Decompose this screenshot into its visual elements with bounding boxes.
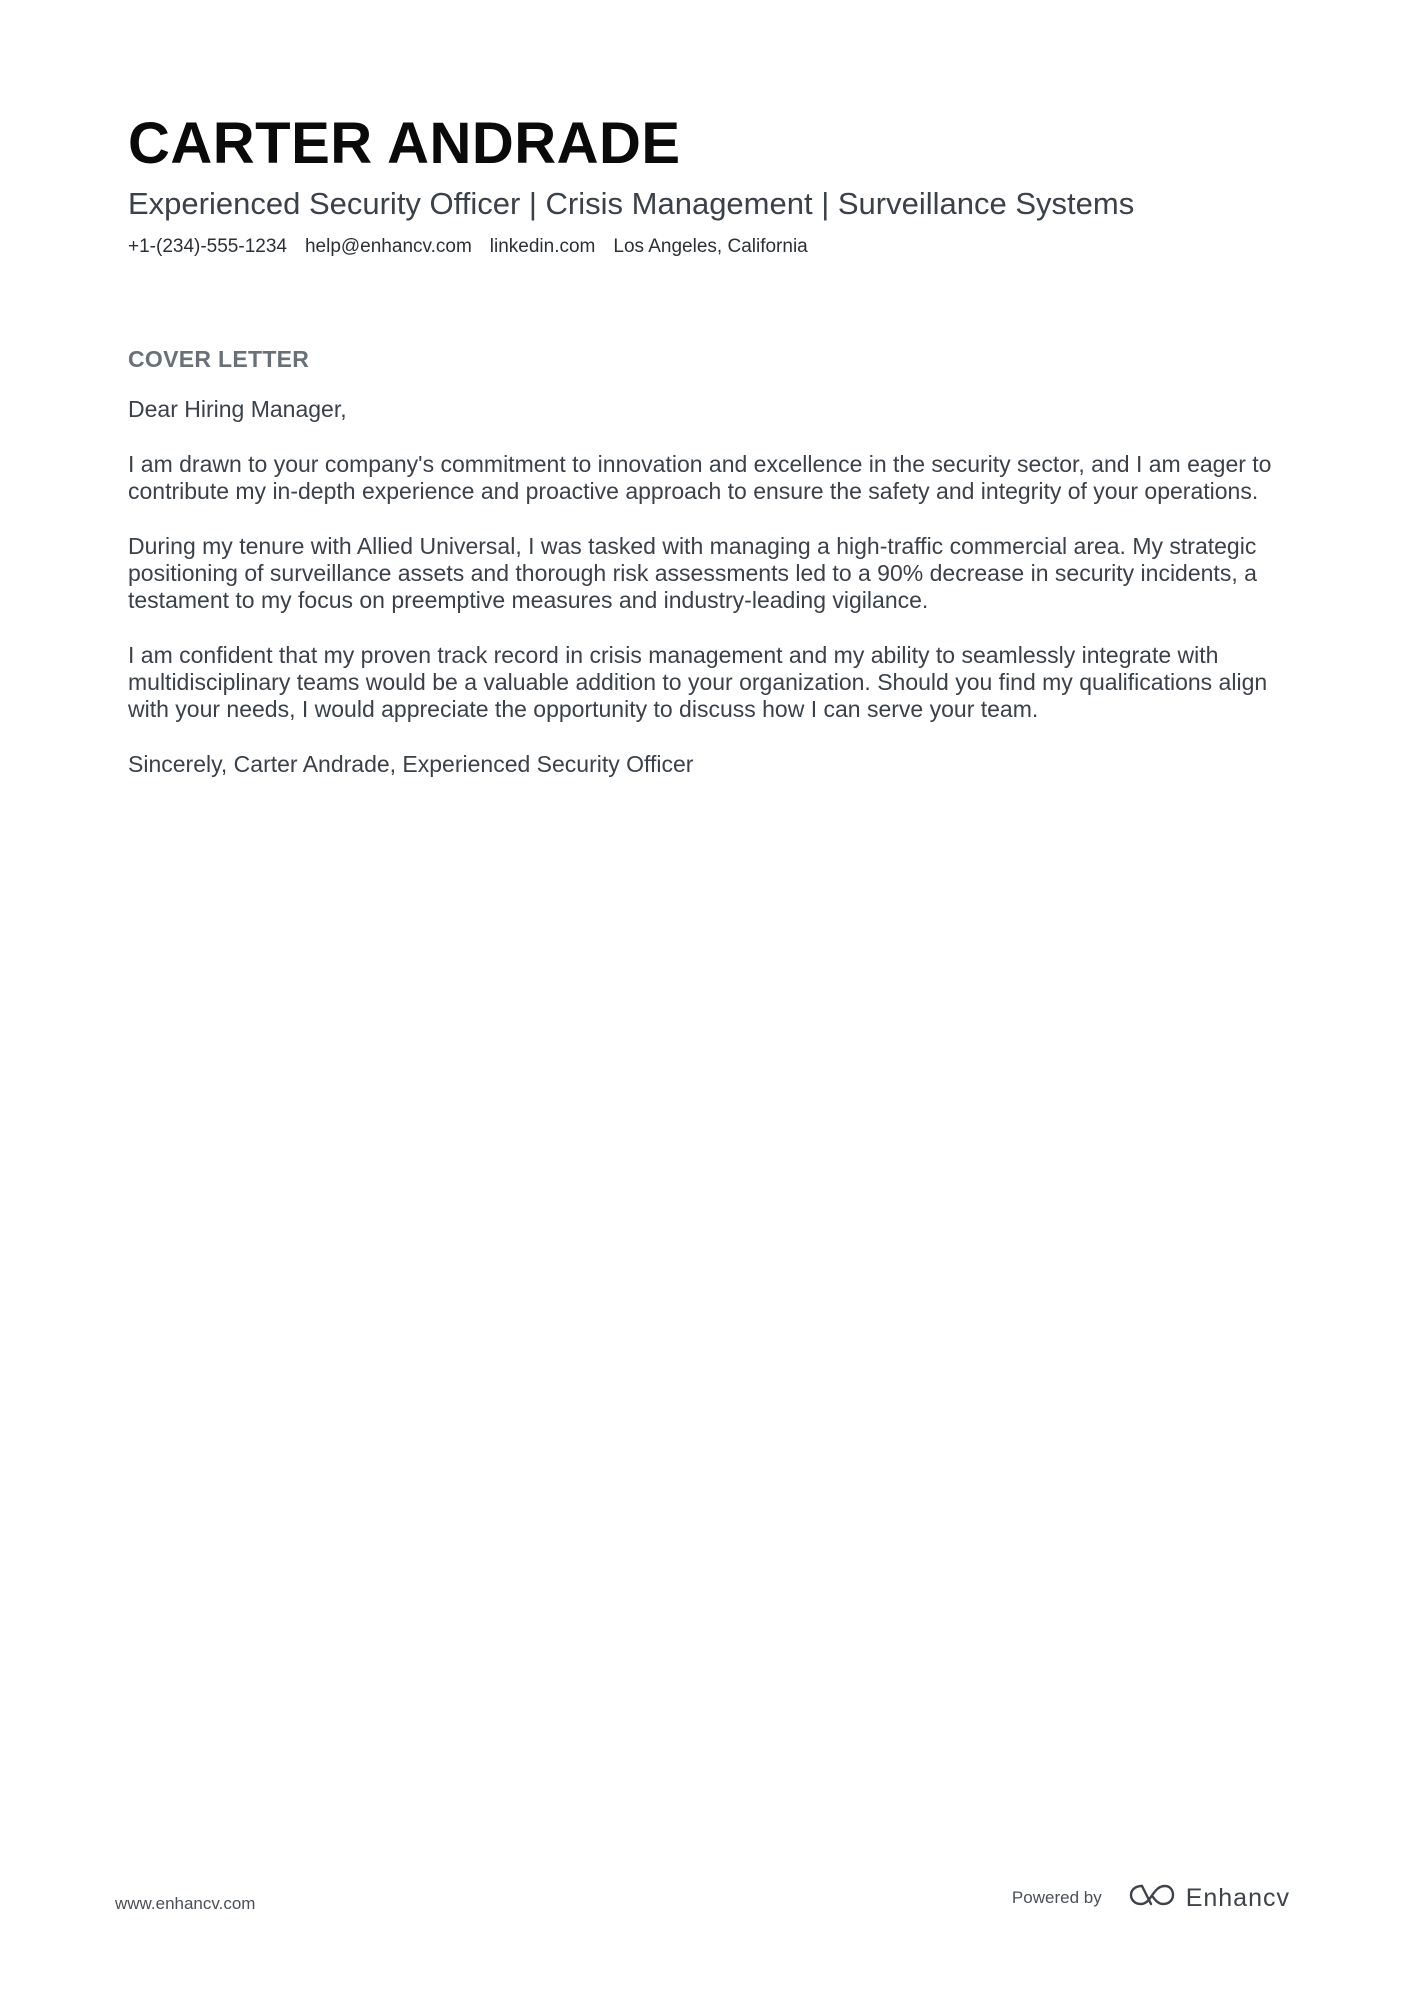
location: Los Angeles, California xyxy=(613,236,808,257)
footer-branding xyxy=(1012,1882,1290,1913)
brand-name: Enhancv xyxy=(1185,1883,1290,1912)
contact-info xyxy=(128,234,1288,260)
letter-paragraph: I am drawn to your company's commitment to innovation and excellence in the security sector, and I am eager to contribute my in-depth experience and proactive approach to ensure the safety and integrity of your operations. xyxy=(128,451,1272,504)
letter-paragraph: I am confident that my proven track record in crisis management and my ability to seamlessly integrate with multidisciplinary teams would be a valuable addition to your organization. Should you find my qualifications align with your needs, I would appreciate the opportunity to discuss how I can serve your team. xyxy=(128,642,1268,722)
linkedin-link: linkedin.com xyxy=(489,236,596,257)
powered-by-label: Powered by xyxy=(1011,1887,1102,1907)
candidate-headline: Experienced Security Officer | Crisis Management | Surveillance Systems xyxy=(128,186,1135,221)
section-title: COVER LETTER xyxy=(128,346,310,372)
enhancv-brand xyxy=(1128,1882,1290,1913)
email-address: help@enhancv.com xyxy=(304,236,472,257)
phone-number: +1-(234)-555-1234 xyxy=(128,236,287,257)
closing-signature: Sincerely, Carter Andrade, Experienced Security Officer xyxy=(128,751,694,777)
candidate-name: CARTER ANDRADE xyxy=(128,111,681,176)
footer-website: www.enhancv.com xyxy=(115,1894,256,1913)
letter-paragraph: During my tenure with Allied Universal, I was tasked with managing a high-traffic commercial area. My strategic positioning of surveillance assets and thorough risk assessments led to a 90% decrease in security incidents, a testament to my focus on preemptive measures and industry-leading vigilance. xyxy=(128,533,1257,613)
cover-letter-section xyxy=(128,344,1288,806)
header xyxy=(128,108,1288,260)
enhancv-logo-icon xyxy=(1128,1882,1176,1913)
greeting: Dear Hiring Manager, xyxy=(128,396,347,422)
